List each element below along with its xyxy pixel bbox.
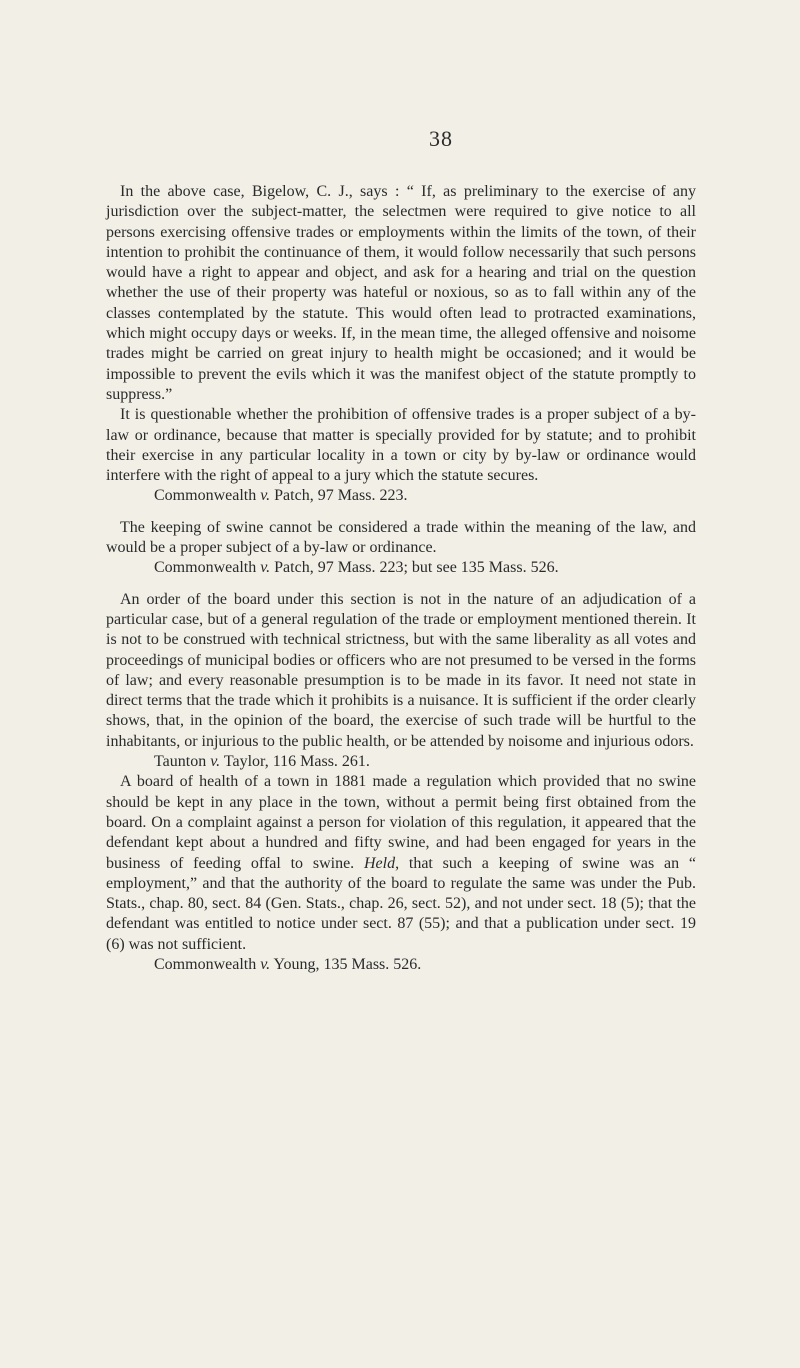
page-number: 38 — [429, 126, 453, 151]
case-citation: Taunton v. Taylor, 116 Mass. 261. — [154, 753, 370, 771]
case-citation: Commonwealth v. Patch, 97 Mass. 223. — [154, 487, 408, 505]
case-citation: Commonwealth v. Patch, 97 Mass. 223; but see 135 Mass. 526. — [154, 559, 559, 577]
case-citation: Commonwealth v. Young, 135 Mass. 526. — [154, 955, 422, 973]
paragraph: An order of the board under this section is not in the nature of an adjudication of a particular case, but of a general regulation of the trade or employment mentioned therein. It is not to be construed with technical strictness, but with the same liberality as all votes and proceedings of municipal bodies or officers who are not presumed to be versed in the forms of law; and every reasonable presumption is to be made in its favor. It need not state in direct terms that the trade which it prohibits is a nuisance. It is sufficient if the order clearly shows, that, in the opinion of the board, the exercise of such trade will be hurtful to the inhabitants, or injurious to the public health, or be attended by noisome and injurious odors. — [106, 590, 696, 750]
paragraph: It is questionable whether the prohibition of offensive trades is a proper subject of a by-law or ordinance, because that matter is specially provided for by statute; and to prohibit their exercise in any particular locality in a town or city by by-law or ordinance would interfere with the right of appeal to a jury which the statute secures. — [106, 406, 696, 485]
paragraph: A board of health of a town in 1881 made a regulation which provided that no swine should be kept in any place in the town, without a permit being first obtained from the board. On a complaint against a person for violation of this regulation, it appeared that the defendant kept about a hundred and fifty swine, and had been engaged for years in the business of feeding offal to swine. Held, that such a keeping of swine was an “ employment,” and that the authority of the board to regulate the same was under the Pub. Stats., chap. 80, sect. 84 (Gen. Stats., chap. 26, sect. 52), and not under sect. 18 (5); that the defendant was entitled to notice under sect. 87 (55); and that a publication under sect. 19 (6) was not sufficient. — [106, 773, 697, 953]
body-text — [106, 182, 696, 975]
paragraph: In the above case, Bigelow, C. J., says : “ If, as preliminary to the exercise of any jurisdiction over the subject-matter, the selectmen were required to give notice to all persons exercising offensive trades or employments within the limits of the town, of their intention to prohibit the continuance of them, it would follow necessarily that such persons would have a right to appear and object, and ask for a hearing and trial on the question whether the use of their property was hateful or noxious, so as to fall within any of the classes contemplated by the statute. This would often lead to protracted examinations, which might occupy days or weeks. If, in the mean time, the alleged offensive and noisome trades might be carried on great injury to health might be occasioned; and it would be impossible to prevent the evils which it was the manifest object of the statute promptly to suppress.” — [106, 183, 696, 403]
paragraph: The keeping of swine cannot be considered a trade within the meaning of the law, and would be a proper subject of a by-law or ordinance. — [106, 518, 696, 557]
